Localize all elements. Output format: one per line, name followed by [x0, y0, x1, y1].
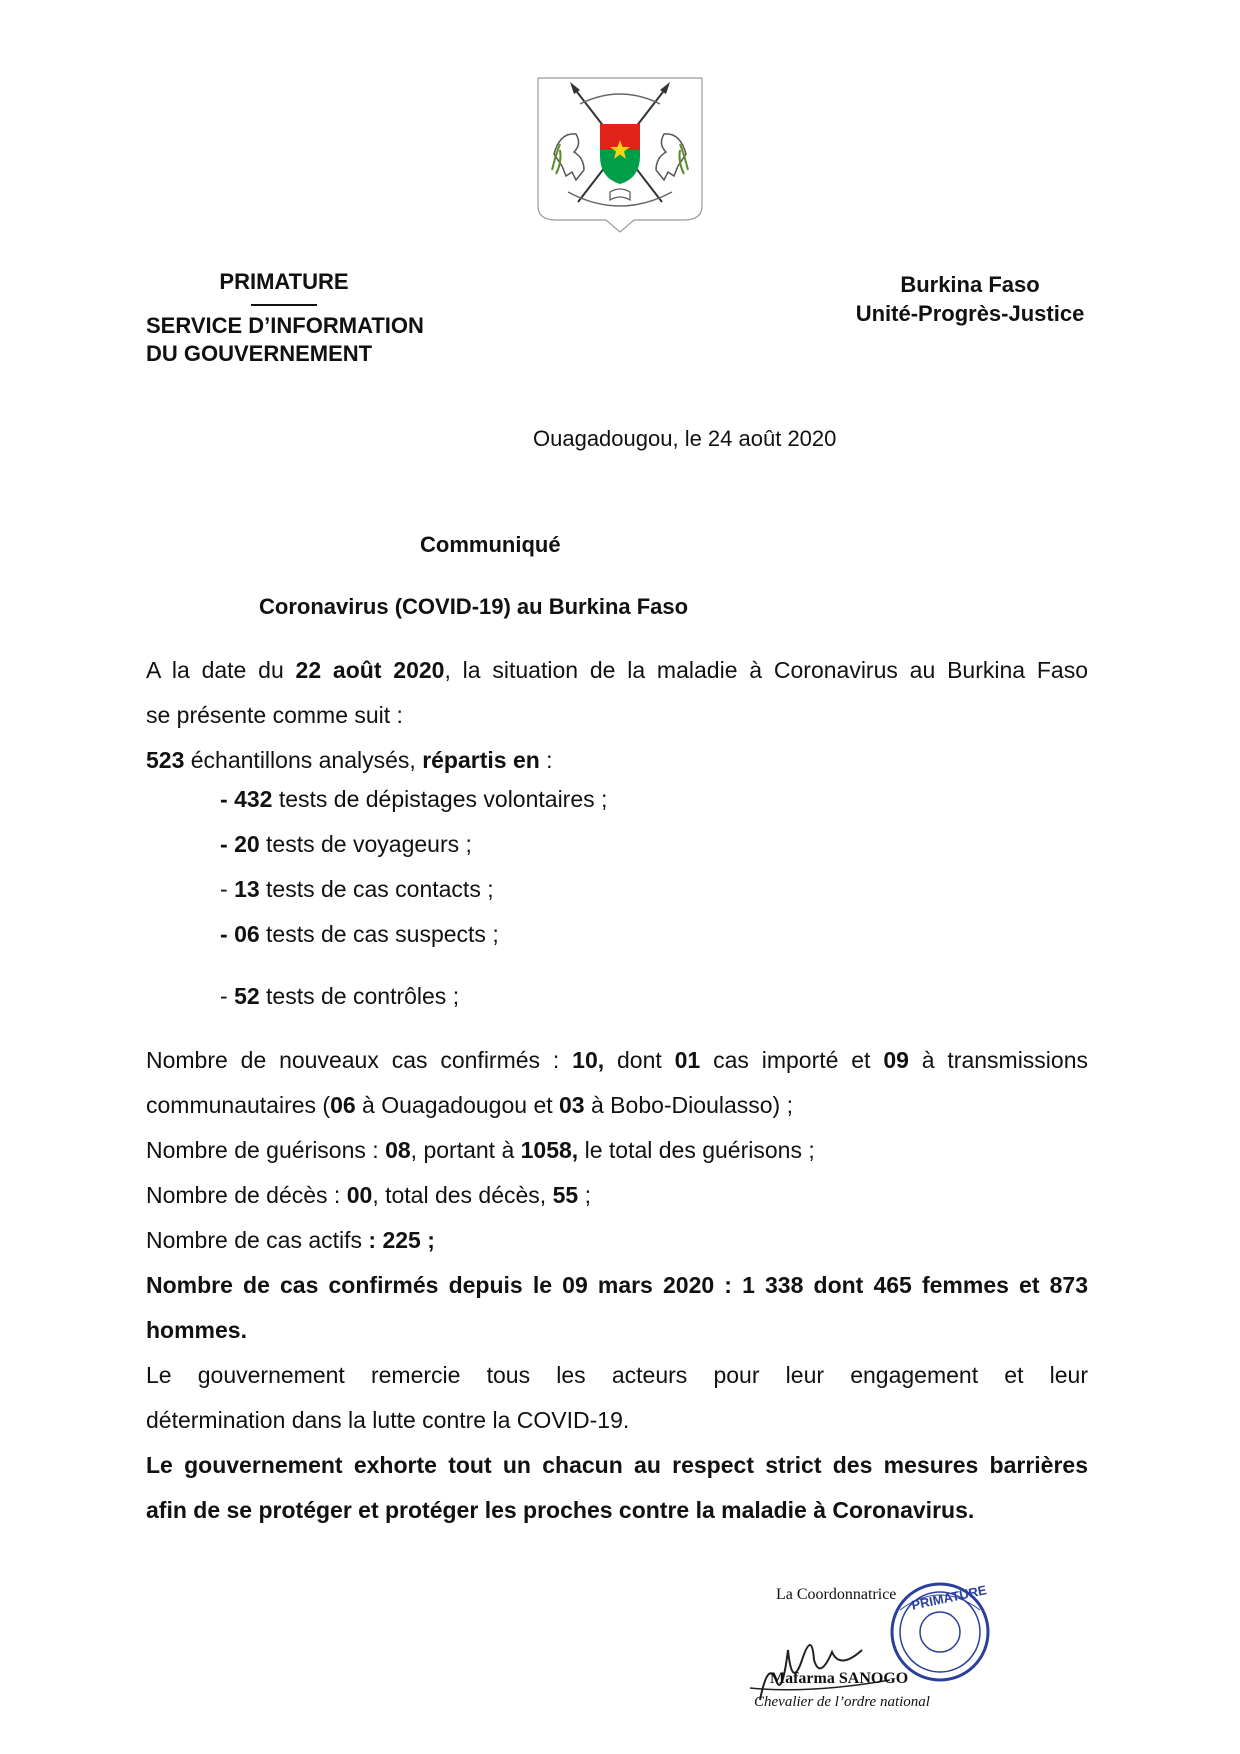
active-cases-line: Nombre de cas actifs : 225 ; — [146, 1227, 435, 1253]
deaths-line: Nombre de décès : 00, total des décès, 55 ; — [146, 1182, 591, 1208]
country-block — [840, 270, 1100, 328]
issuer-service: SERVICE D’INFORMATION — [146, 313, 424, 338]
signatory-title: La Coordonnatrice — [776, 1586, 897, 1603]
list-item: - 13 tests de cas contacts ; — [220, 876, 494, 902]
coat-of-arms-emblem — [534, 74, 706, 234]
country-motto: Unité-Progrès-Justice — [855, 301, 1085, 326]
thanks-line-2: détermination dans la lutte contre la COVID-19. — [146, 1407, 630, 1433]
total-confirmed-line-2: hommes. — [146, 1317, 247, 1343]
list-item: - 06 tests de cas suspects ; — [220, 921, 499, 947]
exhort-line-1: Le gouvernement exhorte tout un chacun au respect strict des mesures barrières — [146, 1452, 1088, 1478]
thanks-line-1: Le gouvernement remercie tous les acteurs pour leur engagement et leur — [146, 1362, 1088, 1388]
list-item: - 20 tests de voyageurs ; — [220, 831, 472, 857]
issuer-gouvernement: DU GOUVERNEMENT — [146, 341, 373, 366]
date-line: Ouagadougou, le 24 août 2020 — [533, 426, 837, 451]
svg-text:PRIMATURE: PRIMATURE — [910, 1582, 988, 1613]
new-cases-line-1: Nombre de nouveaux cas confirmés : 10, dont 01 cas importé et 09 à transmissions — [146, 1047, 1089, 1073]
intro-line-2: se présente comme suit : — [146, 702, 403, 728]
issuer-block — [146, 268, 466, 368]
document-title: Communiqué — [420, 532, 561, 557]
samples-line: 523 échantillons analysés, répartis en : — [146, 747, 553, 773]
intro-line-1: A la date du 22 août 2020, la situation de la maladie à Coronavirus au Burkina Faso — [146, 657, 1088, 683]
list-item: - 52 tests de contrôles ; — [220, 983, 460, 1009]
official-stamp-and-signature — [740, 1580, 1040, 1750]
country-name: Burkina Faso — [900, 272, 1040, 297]
header-divider — [146, 296, 422, 312]
exhort-line-2: afin de se protéger et protéger les proches contre la maladie à Coronavirus. — [146, 1497, 975, 1523]
recoveries-line: Nombre de guérisons : 08, portant à 1058, le total des guérisons ; — [146, 1137, 815, 1163]
new-cases-line-2: communautaires (06 à Ouagadougou et 03 à Bobo-Dioulasso) ; — [146, 1092, 793, 1118]
issuer-primature: PRIMATURE — [219, 269, 349, 294]
document-subtitle: Coronavirus (COVID-19) au Burkina Faso — [259, 594, 689, 619]
list-item: - 432 tests de dépistages volontaires ; — [220, 786, 608, 812]
signatory-name: Mafarma SANOGO — [770, 1670, 909, 1687]
signatory-distinction: Chevalier de l’ordre national — [754, 1694, 930, 1710]
total-confirmed-line-1: Nombre de cas confirmés depuis le 09 mars 2020 : 1 338 dont 465 femmes et 873 — [146, 1272, 1088, 1298]
